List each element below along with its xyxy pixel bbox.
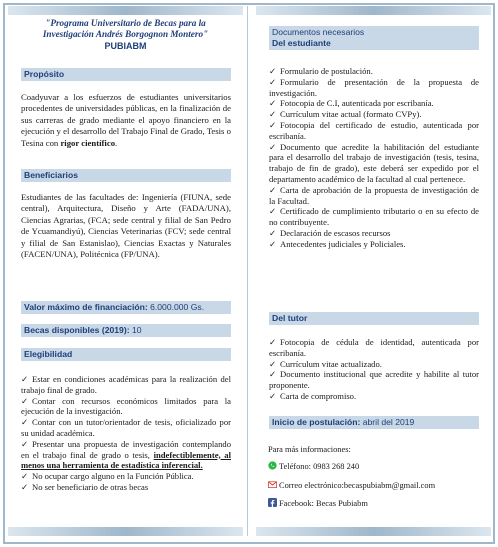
tutor-item (269, 337, 479, 359)
top-decor-strip (8, 6, 243, 15)
check-icon: ✓ (269, 98, 277, 109)
check-icon: ✓ (269, 337, 277, 347)
check-icon: ✓ (269, 76, 277, 87)
financiacion-label: Valor máximo de financiación: (24, 302, 148, 312)
check-icon: ✓ (269, 119, 277, 130)
documentos-item-text: Formulario de postulación. (280, 66, 373, 76)
documentos-item (269, 109, 479, 120)
check-icon: ✓ (269, 141, 277, 152)
tutor-item-text: Carta de compromiso. (280, 390, 357, 401)
contact-facebook (268, 498, 483, 509)
documentos-item-text: Certificado de cumplimiento tributario o en su efecto de no contribuyente. (269, 206, 479, 228)
documentos-item (269, 98, 479, 109)
elegibilidad-item-bold: indefectiblemente, al menos una herramienta de estadística inferencial. (21, 449, 231, 471)
elegibilidad-item (21, 439, 231, 471)
check-icon: ✓ (21, 395, 29, 406)
check-icon: ✓ (269, 184, 277, 195)
tutor-item (269, 369, 479, 391)
documentos-item (269, 142, 479, 185)
documentos-item (269, 120, 479, 142)
documentos-heading-line2: Del estudiante (272, 38, 331, 48)
check-icon: ✓ (269, 238, 277, 249)
bottom-decor-strip (8, 527, 243, 536)
becas-bar (21, 324, 231, 337)
documentos-item-text: Carta de aprobación de la propuesta de investigación de la Facultad. (269, 184, 479, 206)
check-icon: ✓ (269, 358, 277, 369)
whatsapp-icon (268, 461, 277, 470)
check-icon: ✓ (21, 417, 29, 428)
financiacion-bar (21, 301, 231, 314)
contact-email (268, 480, 483, 491)
postulacion-value: abril del 2019 (362, 417, 415, 427)
program-acronym: PUBIABM (104, 41, 147, 51)
bottom-decor-strip (256, 527, 491, 536)
contact-phone (268, 461, 483, 472)
check-icon: ✓ (269, 369, 277, 380)
documentos-item-text: Declaración de escasos recursos (280, 227, 391, 238)
elegibilidad-item (21, 417, 231, 439)
financiacion-value: 6.000.000 Gs. (150, 302, 205, 312)
becas-value: 10 (131, 325, 142, 335)
section-heading-elegibilidad: Elegibilidad (21, 348, 231, 361)
section-heading-proposito: Propósito (21, 68, 231, 81)
proposito-end: . (115, 137, 118, 148)
check-icon: ✓ (21, 374, 29, 384)
documentos-item (269, 239, 479, 250)
facebook-icon (268, 498, 277, 507)
documentos-heading-line1: Documentos necesarios (272, 27, 365, 37)
documentos-item-text: Fotocopia del certificado de estudio, autenticada por escribanía. (269, 119, 479, 141)
tutor-item-text: Fotocopia de cédula de identidad, autenticada por escribanía. (269, 337, 479, 358)
proposito-bold: rigor científico (60, 137, 116, 148)
documentos-item (269, 228, 479, 239)
gmail-icon (268, 480, 277, 489)
elegibilidad-item-text: Contar con recursos económicos limitados para la ejecución de la investigación. (21, 395, 231, 417)
elegibilidad-item (21, 374, 231, 396)
elegibilidad-item-text: No ocupar cargo alguno en la Función Pública. (32, 471, 194, 482)
check-icon: ✓ (21, 438, 29, 449)
program-title-line1: "Programa Universitario de Becas para la (45, 18, 206, 28)
documentos-item-text: Documento que acredite la habilitación del estudiante para el desarrollo del trabajo de investigación (tesis, tesina, trabajo de fin de grado), este deberá ser expedido por el departamento académico de la facultad al cual pertenece. (269, 141, 479, 184)
phone-text: Teléfono: 0983 268 240 (279, 462, 360, 471)
documentos-list (269, 66, 479, 250)
left-panel (8, 6, 243, 536)
tutor-item (269, 391, 479, 402)
check-icon: ✓ (269, 390, 277, 401)
proposito-text (21, 92, 231, 149)
documentos-item (269, 206, 479, 228)
elegibilidad-item (21, 471, 231, 482)
elegibilidad-item (21, 482, 231, 493)
becas-label: Becas disponibles (2019): (24, 325, 130, 335)
tutor-item (269, 359, 479, 370)
section-heading-beneficiarios: Beneficiarios (21, 169, 231, 182)
check-icon: ✓ (269, 206, 277, 217)
contact-intro: Para más informaciones: (268, 445, 351, 454)
check-icon: ✓ (21, 471, 29, 482)
elegibilidad-item (21, 396, 231, 418)
tutor-list (269, 337, 479, 402)
documentos-item (269, 185, 479, 207)
documentos-item-text: Antecedentes judiciales y Policiales. (280, 238, 406, 249)
right-panel (256, 6, 491, 536)
tutor-item-text: Documento institucional que acredite y habilite al tutor proponente. (269, 369, 479, 391)
check-icon: ✓ (269, 109, 277, 120)
email-link[interactable]: Correo electrónico:becaspubiabm@gmail.com (279, 481, 436, 490)
program-header (18, 18, 233, 52)
documentos-item-text: Currículum vitae actual (formato CVPy). (280, 109, 422, 120)
elegibilidad-item-text: No ser beneficiario de otras becas (32, 481, 149, 492)
section-heading-tutor: Del tutor (269, 312, 479, 325)
postulacion-label: Inicio de postulación: (272, 417, 361, 427)
check-icon: ✓ (269, 66, 277, 76)
facebook-link[interactable]: Facebook: Becas Pubiabm (279, 499, 368, 508)
section-heading-documentos (269, 26, 479, 50)
postulacion-bar (269, 416, 479, 429)
documentos-item-text: Formulario de presentación de la propuesta de investigación. (269, 76, 479, 98)
panel-divider (247, 6, 248, 536)
documentos-item (269, 77, 479, 99)
elegibilidad-list (21, 374, 231, 493)
tutor-item-text: Currículum vitae actualizado. (280, 358, 382, 369)
check-icon: ✓ (21, 481, 29, 492)
documentos-item-text: Fotocopia de C.I, autenticada por escribanía. (280, 98, 434, 109)
top-decor-strip (256, 6, 491, 15)
check-icon: ✓ (269, 227, 277, 238)
proposito-body: Coadyuvar a los esfuerzos de estudiantes universitarios procedentes de universidades públicas, en la finalización de sus carreras de grado mediante el apoyo financiero en la ejecución y el desarrollo del Trabajo Final de Grado, Tesis o Tesina con (21, 92, 231, 148)
elegibilidad-item-text: Estar en condiciones académicas para la realización del trabajo final de grado. (21, 374, 231, 395)
elegibilidad-item-text: Contar con un tutor/orientador de tesis, oficializado por su unidad académica. (21, 417, 231, 438)
beneficiarios-text: Estudiantes de las facultades de: Ingeniería (FIUNA, sede central), Arquitectura, Diseño y Arte (FADA/UNA), Ciencias Agrarias, (FCA; sede central y filial de San Pedro de Ycuamandiyú), Ciencias Veterinarias (FCV; sede central y filial de San Estanislao), Ciencias Exactas y Naturales (FACEN/UNA), Politécnica (FP/UNA). (21, 192, 231, 260)
program-title-line2: Investigación Andrés Borgognon Montero" (42, 29, 209, 39)
elegibilidad-item-text: Presentar una propuesta de investigación contemplando en el trabajo final de grado o tesis, (21, 438, 231, 460)
documentos-item (269, 66, 479, 77)
